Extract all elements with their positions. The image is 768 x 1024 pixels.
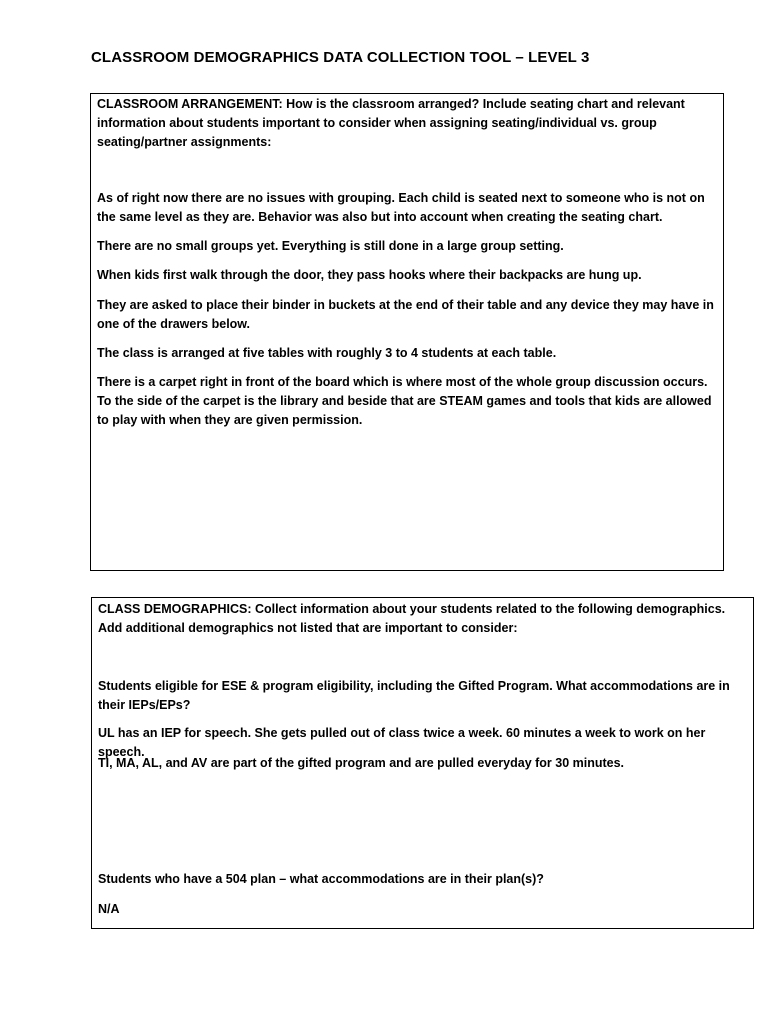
class-demographics-section bbox=[91, 597, 754, 929]
arrangement-paragraph-small-groups: There are no small groups yet. Everything is still done in a large group setting. bbox=[97, 239, 564, 253]
arrangement-paragraph-tables: The class is arranged at five tables with roughly 3 to 4 students at each table. bbox=[97, 346, 557, 360]
arrangement-paragraph-binders: They are asked to place their binder in buckets at the end of their table and any device they may have in one of the drawers below. bbox=[97, 298, 714, 331]
arrangement-paragraph-carpet: There is a carpet right in front of the board which is where most of the whole group discussion occurs. To the side of the carpet is the library and beside that are STEAM games and tools that kids are allowed to play with when they are given permission. bbox=[97, 375, 712, 427]
classroom-arrangement-section bbox=[90, 93, 724, 571]
ese-answer-gifted: TI, MA, AL, and AV are part of the gifted program and are pulled everyday for 30 minutes. bbox=[98, 756, 625, 770]
classroom-arrangement-prompt: CLASSROOM ARRANGEMENT: How is the classroom arranged? Include seating chart and relevant information about students important to consider when assigning seating/individual vs. group seating/partner assignments: bbox=[97, 97, 685, 149]
plan-504-question: Students who have a 504 plan – what accommodations are in their plan(s)? bbox=[98, 872, 544, 886]
ese-answer-speech-iep: UL has an IEP for speech. She gets pulled out of class twice a week. 60 minutes a week to work on her speech. bbox=[98, 726, 706, 759]
plan-504-answer: N/A bbox=[98, 902, 120, 916]
arrangement-paragraph-grouping: As of right now there are no issues with grouping. Each child is seated next to someone who is not on the same level as they are. Behavior was also but into account when creating the seating chart. bbox=[97, 191, 705, 224]
class-demographics-prompt: CLASS DEMOGRAPHICS: Collect information about your students related to the following demographics. Add additional demographics not listed that are important to consider: bbox=[98, 602, 726, 635]
arrangement-paragraph-backpacks: When kids first walk through the door, they pass hooks where their backpacks are hung up. bbox=[97, 268, 642, 282]
ese-question: Students eligible for ESE & program eligibility, including the Gifted Program. What accommodations are in their IEPs/EPs? bbox=[98, 679, 730, 712]
document-title: CLASSROOM DEMOGRAPHICS DATA COLLECTION TOOL – LEVEL 3 bbox=[91, 49, 590, 66]
